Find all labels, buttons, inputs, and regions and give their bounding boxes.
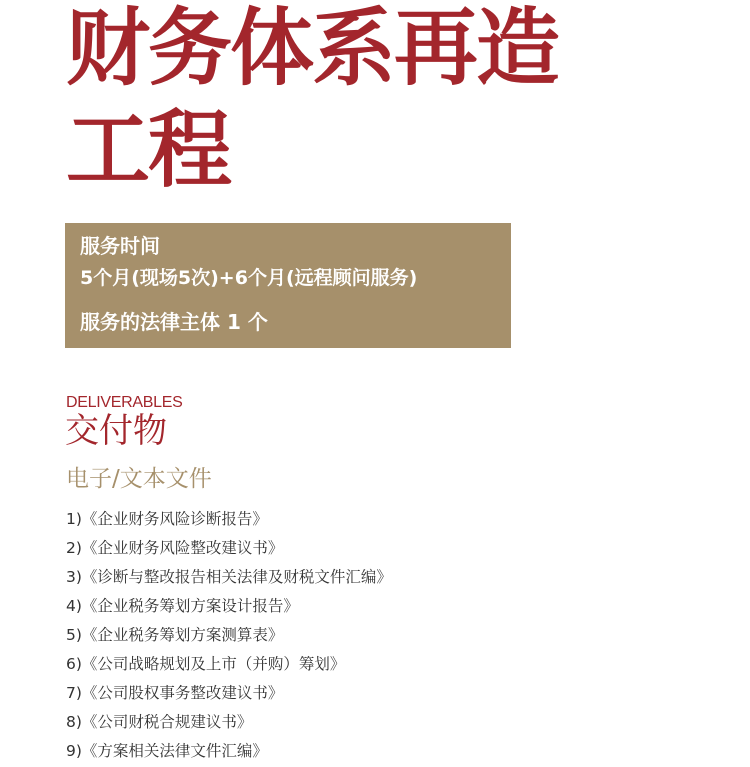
list-item: 2)《企业财务风险整改建议书》 bbox=[66, 539, 284, 557]
page-title: 财务体系再造 bbox=[66, 0, 559, 97]
service-duration: 5个月(现场5次)+6个月(远程顾问服务) bbox=[80, 267, 418, 289]
list-item: 5)《企业税务筹划方案测算表》 bbox=[66, 626, 284, 644]
service-info-box bbox=[65, 223, 511, 348]
list-item: 7)《公司股权事务整改建议书》 bbox=[66, 684, 284, 702]
deliverables-category: 电子/文本文件 bbox=[66, 466, 212, 492]
list-item: 9)《方案相关法律文件汇编》 bbox=[66, 742, 268, 760]
list-item: 6)《公司战略规划及上市（并购）筹划》 bbox=[66, 655, 346, 673]
list-item: 8)《公司财税合规建议书》 bbox=[66, 713, 253, 731]
list-item: 4)《企业税务筹划方案设计报告》 bbox=[66, 597, 299, 615]
page-title-line2: 工程 bbox=[66, 101, 231, 199]
list-item: 3)《诊断与整改报告相关法律及财税文件汇编》 bbox=[66, 568, 392, 586]
service-legal-entity: 服务的法律主体 1 个 bbox=[80, 310, 268, 334]
service-time-label: 服务时间 bbox=[80, 234, 160, 258]
deliverables-label-en: DELIVERABLES bbox=[66, 394, 183, 411]
list-item: 1)《企业财务风险诊断报告》 bbox=[66, 510, 268, 528]
deliverables-list bbox=[66, 506, 392, 767]
deliverables-heading: 交付物 bbox=[65, 411, 167, 451]
